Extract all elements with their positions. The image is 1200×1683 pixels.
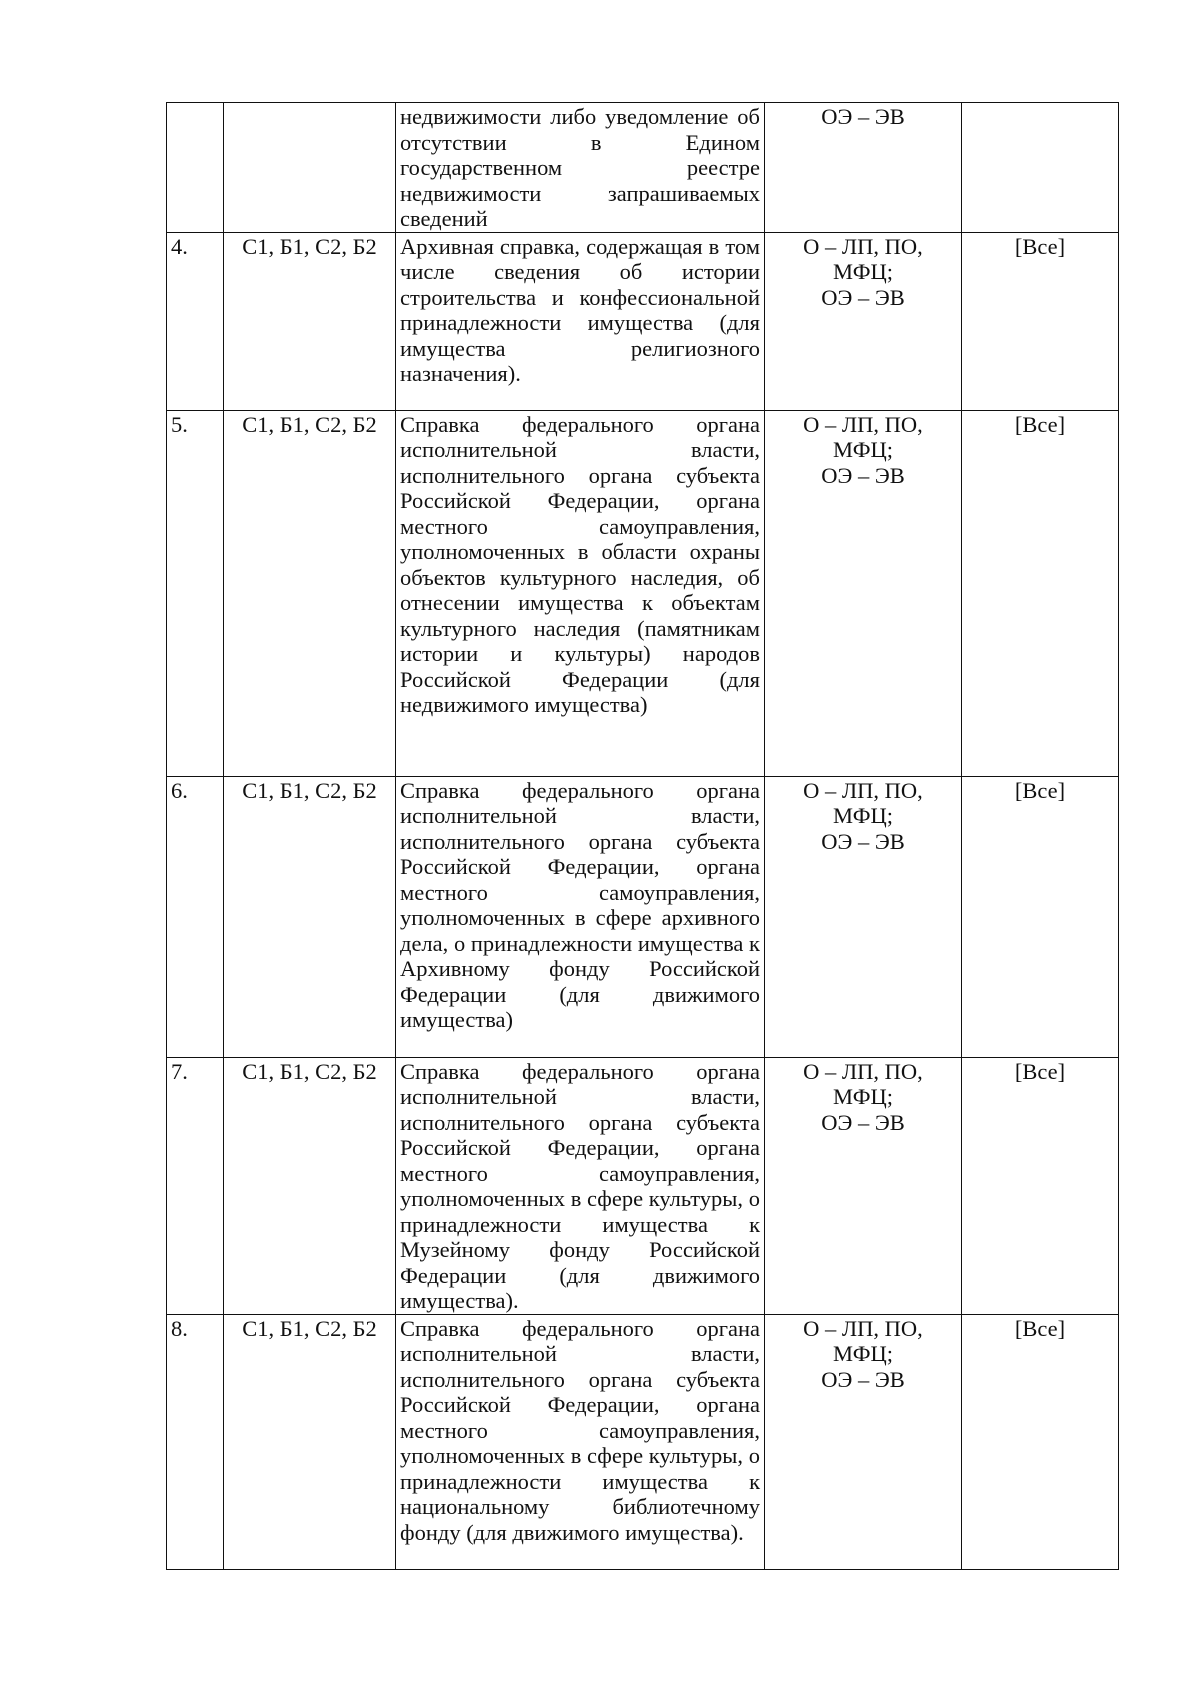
submission-form-line: О – ЛП, ПО, bbox=[803, 1315, 923, 1341]
row-number: 6. bbox=[167, 776, 224, 1057]
submission-form-line: МФЦ; bbox=[833, 803, 893, 828]
applicability bbox=[962, 103, 1119, 233]
submission-form-line: О – ЛП, ПО, bbox=[803, 411, 923, 437]
table-row bbox=[167, 1057, 1119, 1314]
document-description: Справка федерального органа исполнительной власти, исполнительного органа субъекта Российской Федерации, органа местного самоуправления, уполномоченных в сфере архивного дела, о принадлежности имущества к Архивному фонду Российской Федерации (для движимого имущества) bbox=[396, 776, 765, 1057]
submission-form-line: МФЦ; bbox=[833, 259, 893, 284]
row-number: 4. bbox=[167, 232, 224, 410]
submission-form bbox=[765, 232, 962, 410]
document-description: Справка федерального органа исполнительной власти, исполнительного органа субъекта Российской Федерации, органа местного самоуправления, уполномоченных в сфере культуры, о принадлежности имущества к Музейному фонду Российской Федерации (для движимого имущества). bbox=[396, 1057, 765, 1314]
submission-form-line: МФЦ; bbox=[833, 1084, 893, 1109]
submission-form-line: ОЭ – ЭВ bbox=[821, 1109, 905, 1135]
applicant-categories: С1, Б1, С2, Б2 bbox=[224, 410, 396, 776]
submission-form bbox=[765, 103, 962, 233]
submission-form-line: МФЦ; bbox=[833, 437, 893, 462]
submission-form-line: О – ЛП, ПО, bbox=[803, 777, 923, 803]
submission-form-line: О – ЛП, ПО, bbox=[803, 233, 923, 259]
applicability: [Все] bbox=[962, 776, 1119, 1057]
submission-form-line: ОЭ – ЭВ bbox=[821, 828, 905, 854]
table-row bbox=[167, 1314, 1119, 1569]
submission-form-line: ОЭ – ЭВ bbox=[821, 284, 905, 310]
submission-form-line: ОЭ – ЭВ bbox=[821, 462, 905, 488]
submission-form bbox=[765, 776, 962, 1057]
table-row bbox=[167, 410, 1119, 776]
applicant-categories: С1, Б1, С2, Б2 bbox=[224, 232, 396, 410]
document-description: Архивная справка, содержащая в том числе сведения об истории строительства и конфессиональной принадлежности имущества (для имущества религиозного назначения). bbox=[396, 232, 765, 410]
table-row bbox=[167, 232, 1119, 410]
document-description: Справка федерального органа исполнительной власти, исполнительного органа субъекта Российской Федерации, органа местного самоуправления, уполномоченных в области охраны объектов культурного наследия, об отнесении имущества к объектам культурного наследия (памятникам истории и культуры) народов Российской Федерации (для недвижимого имущества) bbox=[396, 410, 765, 776]
applicant-categories: С1, Б1, С2, Б2 bbox=[224, 1314, 396, 1569]
row-number: 5. bbox=[167, 410, 224, 776]
submission-form bbox=[765, 1314, 962, 1569]
applicability: [Все] bbox=[962, 1314, 1119, 1569]
requirements-table bbox=[166, 102, 1119, 1570]
submission-form-line: ОЭ – ЭВ bbox=[821, 104, 905, 129]
row-number: 8. bbox=[167, 1314, 224, 1569]
submission-form-line: О – ЛП, ПО, bbox=[803, 1058, 923, 1084]
row-number: 7. bbox=[167, 1057, 224, 1314]
submission-form-line: ОЭ – ЭВ bbox=[821, 1366, 905, 1392]
submission-form bbox=[765, 410, 962, 776]
applicability: [Все] bbox=[962, 1057, 1119, 1314]
applicant-categories: С1, Б1, С2, Б2 bbox=[224, 1057, 396, 1314]
document-description: недвижимости либо уведомление об отсутствии в Едином государственном реестре недвижимости запрашиваемых сведений bbox=[396, 103, 765, 233]
applicant-categories: С1, Б1, С2, Б2 bbox=[224, 776, 396, 1057]
table-row bbox=[167, 103, 1119, 233]
applicant-categories bbox=[224, 103, 396, 233]
applicability: [Все] bbox=[962, 410, 1119, 776]
applicability: [Все] bbox=[962, 232, 1119, 410]
row-number bbox=[167, 103, 224, 233]
table-row bbox=[167, 776, 1119, 1057]
submission-form-line: МФЦ; bbox=[833, 1341, 893, 1366]
submission-form bbox=[765, 1057, 962, 1314]
document-description: Справка федерального органа исполнительной власти, исполнительного органа субъекта Российской Федерации, органа местного самоуправления, уполномоченных в сфере культуры, о принадлежности имущества к национальному библиотечному фонду (для движимого имущества). bbox=[396, 1314, 765, 1569]
